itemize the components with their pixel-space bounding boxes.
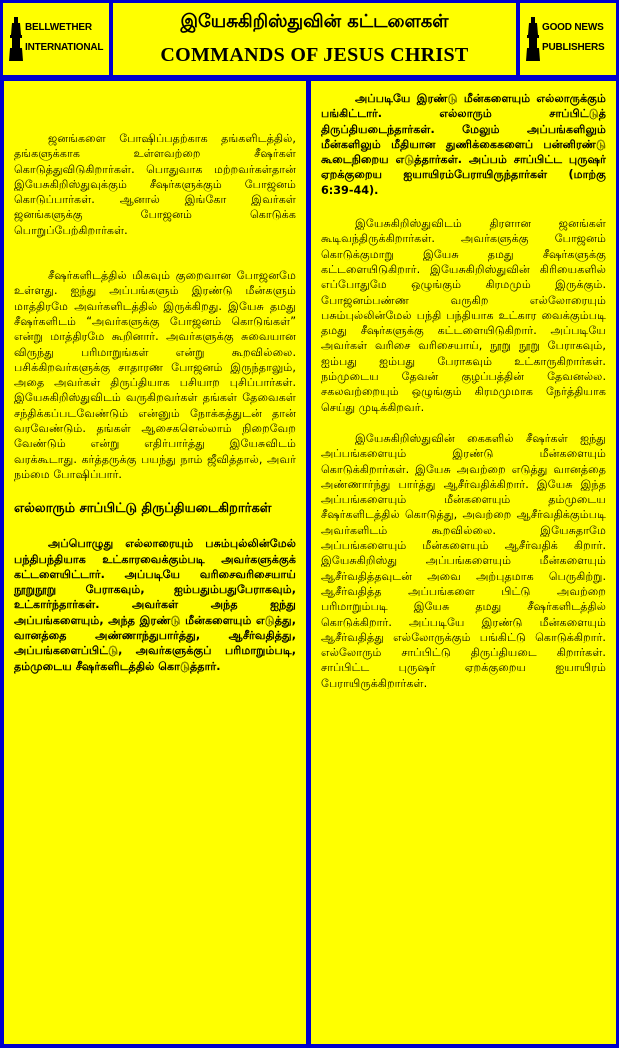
right-paragraph-2: இயேசுகிறிஸ்துவிடம் திரளான ஜனங்கள் கூடிவந்திருக்கிறார்கள். அவர்களுக்கு போஜனம் கொடுக்குமாறு இயேசு தமது சீஷர்களுக்கு கட்டளையிடுகிறார். இயேசுகிறிஸ்துவின் கிரியைகளில் எப்போதுமே ஒழுங்கும் கிரமமும் இருக்கும். போஜனம்பண்ண வருகிற எல்லோரையும் பசும்புல்லின்மேல் பந்தி பந்தியாக உட்கார வைக்கும்படி தமது சீஷர்களுக்கு கட்டளையிடுகிறார். அப்படியே அவர்கள் வரிசை வரிசையாய், நூறு நூறு பேராகவும், ஐம்பது ஐம்பது பேராகவும் உட்காருகிறார்கள். நம்முடைய தேவன் குழப்பத்தின் தேவனல்ல. சகலவற்றையும் ஒழுங்கும் கிரமமுமாக நேர்த்தியாக செய்து முடிக்கிறவர். bbox=[321, 217, 606, 414]
logo-good-news bbox=[520, 3, 616, 75]
right-column bbox=[311, 81, 616, 1044]
logo-right-line2: PUBLISHERS bbox=[542, 42, 605, 53]
title-tamil: இயேசுகிறிஸ்துவின் கட்டளைகள் bbox=[180, 11, 449, 32]
left-paragraph-1: ஜனங்களை போஷிப்பதற்காக தங்களிடத்தில், தங்களுக்காக உள்ளவற்றை சீஷர்கள் கொடுத்துவிடுகிறார்கள். பொதுவாக மற்றவர்கள்தான் இயேசுகிறிஸ்துவுக்கும் சீஷர்களுக்கும் போஜனம் கொடுப்பார்கள். ஆனால் இங்கோ இவர்கள் ஜனங்களுக்கு போஜனம் கொடுக்க பொறுப்பேற்கிறார்கள். bbox=[14, 132, 296, 237]
left-paragraph-3: அப்பொழுது எல்லாரையும் பசும்புல்லின்மேல் பந்திபந்தியாக உட்காரவைக்கும்படி அவர்களுக்குக் கட்டளையிட்டார். அப்படியே வரிசைவரிசையாய் நூறுநூறு பேராகவும், ஐம்பதும்பதுபேராகவும், உட்கார்ந்தார்கள். அவர்கள் அந்த ஐந்து அப்பங்களையும், அந்த இரண்டு மீன்களையும் எடுத்து, வானத்தை அண்ணாந்துபார்த்து, ஆசீர்வதித்து, அப்பங்களைப்பிட்டு, அவர்களுக்குப் பரிமாறும்படி, தம்முடைய சீஷர்களிடத்தில் கொடுத்தார். bbox=[14, 537, 296, 673]
left-column bbox=[4, 81, 306, 1044]
bell-tower-icon bbox=[9, 17, 23, 61]
right-paragraph-1: அப்படியே இரண்டு மீன்களையும் எல்லாருக்கும் பங்கிட்டார். எல்லாரும் சாப்பிட்டுத் திருப்தியடைந்தார்கள். மேலும் அப்பங்களிலும் மீன்களிலும் மீதியான துணிக்கைகளைப் பன்னிரண்டு கூடைநிறைய எடுத்தார்கள். அப்பம் சாப்பிட்ட புருஷர் ஏறக்குறைய ஐயாயிரம்பேராயிருந்தார்கள் (மாற்கு 6:39-44). bbox=[321, 92, 606, 197]
logo-left-line1: BELLWETHER bbox=[25, 22, 92, 33]
title-english: COMMANDS OF JESUS CHRIST bbox=[160, 44, 469, 66]
logo-bellwether bbox=[3, 3, 109, 75]
section-heading: எல்லாரும் சாப்பிட்டு திருப்தியடைகிறார்கள் bbox=[14, 501, 272, 517]
right-paragraph-3: இயேசுகிறிஸ்துவின் கைகளில் சீஷர்கள் ஐந்து அப்பங்களையும் இரண்டு மீன்களையும் கொடுக்கிறார்கள். இயேசு அவற்றை எடுத்து வானத்தை அண்ணார்ந்து பார்த்து ஆசீர்வதிக்கிறார். இயேசு இந்த அப்பங்களையும் மீன்களையும் தம்முடைய சீஷர்களிடத்தில் கொடுத்து, அவற்றை ஆசீர்வதிக்கும்படி அவர்களிடம் கூறவில்லை. இயேசுதாமே அப்பங்களையும் மீன்களையும் ஆசீர்வதிக் கிறார். இயேசுகிறிஸ்து அப்பங்களையும் மீன்களையும் ஆசீர்வதித்தவுடன் அவை அற்புதமாக பெருகிற்று. ஆசீர்வதித்த அப்பங்களை பிட்டு அவற்றை பரிமாறும்படி இயேசு தமது சீஷர்களிடத்தில் கொடுக்கிறார். அப்படியே இரண்டு மீன்களையும் ஆசீர்வதித்து எல்லோருக்கும் பங்கிட்டு கொடுக்கிறார். எல்லோரும் சாப்பிட்டு திருப்தியடை கிறார்கள். சாப்பிட்ட புருஷர் ஏறக்குறைய ஐயாயிரம் பேராயிருக்கிறார்கள். bbox=[321, 431, 606, 690]
logo-right-line1: GOOD NEWS bbox=[542, 22, 604, 33]
logo-left-line2: INTERNATIONAL bbox=[25, 42, 104, 53]
bell-tower-icon bbox=[526, 17, 540, 61]
page-header bbox=[113, 3, 516, 75]
left-paragraph-2: சீஷர்களிடத்தில் மிகவும் குறைவான போஜனமே உள்ளது. ஐந்து அப்பங்களும் இரண்டு மீன்களும் மாத்திரமே அவர்களிடத்தில் இருக்கிறது. இயேசு தமது சீஷர்களிடம் “அவர்களுக்கு போஜனம் கொடுங்கள்” என்று மாத்திரமே கூறினார். அவர்களுக்கு சுவையான விருந்து பரிமாறுங்கள் என்று கூறவில்லை. பசிக்கிறவர்களுக்கு சாதாரண போஜனம் இருந்தாலும், அதை அவர்கள் திருப்தியாக பசியாற புசிப்பார்கள். இயேசுகிறிஸ்துவிடம் வருகிறவர்கள் தங்கள் தேவைகள் சந்திக்கப்படவேண்டும் என்னும் நோக்கத்துடன் தான் வரவேண்டும். தங்கள் ஆசைகளெல்லாம் நிறைவேற வேண்டும் என்று எதிர்பார்த்து இயேசுவிடம் வரக்கூடாது. கர்த்தருக்கு பயந்து நாம் ஜீவித்தால், அவர் நம்மை போஷிப்பார். bbox=[14, 269, 296, 481]
